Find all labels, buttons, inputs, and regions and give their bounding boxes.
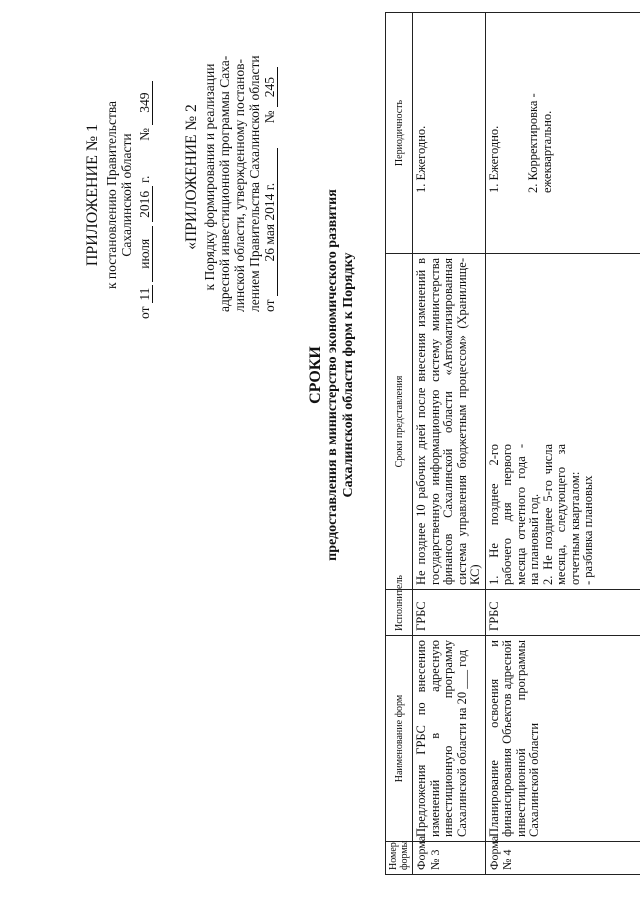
appendix2-num-sign: № — [262, 110, 277, 124]
heading-title: СРОКИ — [307, 346, 324, 404]
appendix1-num-sign: № — [137, 127, 152, 141]
cell-period — [413, 13, 486, 254]
appendix1-number: 349 — [137, 81, 153, 125]
appendix1-from: от — [137, 306, 152, 319]
header-name: Наименование форм — [386, 636, 413, 842]
table-header-row — [386, 13, 413, 875]
heading-line2: Сахалинской области форм к Порядку — [341, 252, 356, 498]
period-item: 2. Корректировка - ежеквартально. — [526, 93, 554, 193]
appendix1-month: июля — [137, 226, 153, 282]
deadline-item: 2. Не позднее 5-го числа месяца, следующего за отчетным кварталом: — [540, 444, 582, 585]
cell-deadline — [485, 254, 640, 590]
appendix2-date-line — [262, 42, 278, 312]
table-row — [413, 13, 486, 875]
header-executor: Исполнитель — [386, 590, 413, 636]
appendix2-line: к Порядку формирования и реализации — [202, 63, 217, 291]
cell-deadline: Не позднее 10 рабочих дней после внесения изменений в государственную информационную систему министерства финансов Сахалинской области «Автоматизированная система управления бюджетным процессом» (Хранилище-КС) — [413, 254, 486, 590]
cell-executor: ГРБС — [485, 590, 640, 636]
appendix2-line: линской области, утвержденному постанов- — [232, 59, 247, 312]
appendix2-line: адресной инвестиционной программы Саха- — [217, 55, 232, 312]
deadlines-table — [385, 12, 640, 875]
header-number: Номер формы — [386, 842, 413, 875]
appendix2-block — [183, 42, 278, 312]
heading-line1: предоставления в министерство экономического развития — [325, 189, 340, 561]
appendix1-year: 2016 — [137, 186, 153, 222]
deadline-item: 1. Не позднее 2-го рабочего дня первого месяца отчетного года - на плановый год. — [486, 444, 541, 585]
cell-number: Форма № 4 — [485, 842, 640, 875]
cell-number: Форма № 3 — [413, 842, 486, 875]
appendix1-day: 11 — [137, 285, 153, 303]
cell-executor: ГРБС — [413, 590, 486, 636]
header-period: Периодичность — [386, 13, 413, 254]
cell-name: Планирование освоения и финансирования Объектов адресной инвестиционной программы Сахалинской области — [485, 636, 640, 842]
appendix2-line: лением Правительства Сахалинской области — [247, 55, 262, 312]
table-row — [485, 13, 640, 875]
appendix2-from: от — [262, 299, 277, 312]
appendix2-title: «ПРИЛОЖЕНИЕ № 2 — [183, 104, 200, 250]
cell-period — [485, 13, 640, 254]
header-deadline: Сроки представления — [386, 254, 413, 590]
appendix1-line1: к постановлению Правительства — [104, 100, 119, 290]
period-item: 1. Ежегодно. — [486, 125, 501, 193]
appendix1-date-line — [137, 59, 153, 319]
appendix2-date: 26 мая 2014 г. — [262, 148, 278, 296]
deadline-item: - разбивка плановых — [581, 475, 595, 585]
appendix2-number: 245 — [262, 67, 278, 107]
appendix1-block — [84, 75, 134, 315]
document-heading — [306, 95, 357, 655]
appendix1-year-suffix: г. — [137, 175, 152, 184]
period-item: 1. Ежегодно. — [414, 125, 428, 193]
appendix1-title: ПРИЛОЖЕНИЕ № 1 — [84, 123, 101, 267]
cell-name: Предложения ГРБС по внесению изменений в адресную инвестиционную программу Сахалинской области на 20 ___ год — [413, 636, 486, 842]
appendix1-line2: Сахалинской области — [119, 133, 134, 257]
